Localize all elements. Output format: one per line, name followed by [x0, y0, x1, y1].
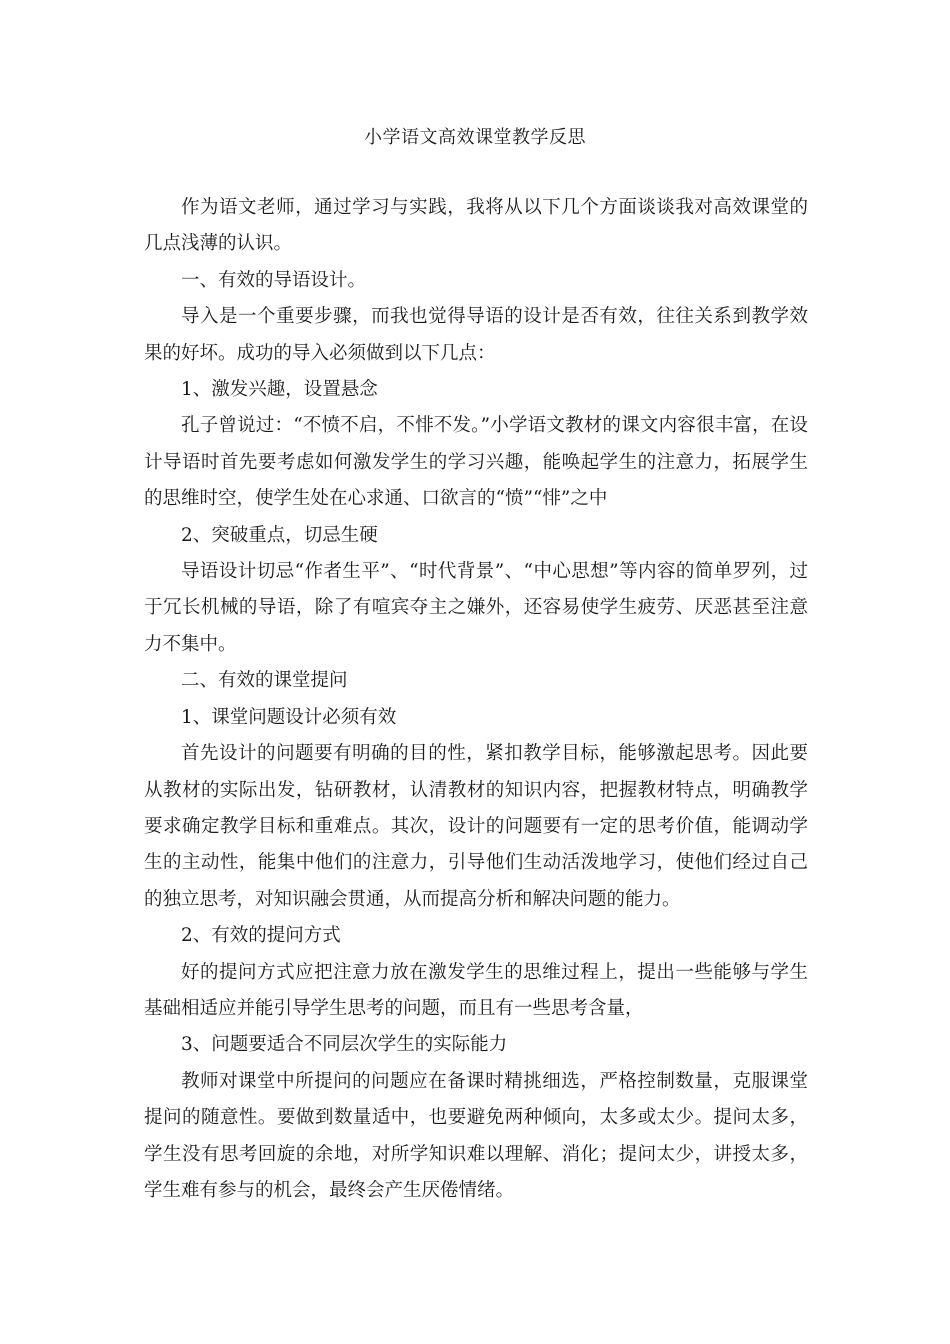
heading-section-2: 二、有效的课堂提问 — [181, 670, 348, 692]
paragraph-1-1: 孔子曾说过：“不愤不启，不悱不发。”小学语文教材的课文内容很丰富，在设计导语时首先要考虑如何激发学生的学习兴趣，能唤起学生的注意力，拓展学生的思维时空，使学生处在心求通、口欲言的“愤”“悱”之中 — [144, 415, 808, 510]
subheading-2-3: 3、问题要适合不同层次学生的实际能力 — [181, 1034, 508, 1056]
document-body — [144, 190, 808, 1209]
subheading-1-1: 1、激发兴趣，设置悬念 — [181, 379, 378, 401]
paragraph-2-3: 教师对课堂中所提问的问题应在备课时精挑细选，严格控制数量，克服课堂提问的随意性。要做到数量适中，也要避免两种倾向，太多或太少。提问太多，学生没有思考回旋的余地，对所学知识难以理解、消化；提问太少，讲授太多，学生难有参与的机会，最终会产生厌倦情绪。 — [144, 1070, 808, 1201]
subheading-2-2: 2、有效的提问方式 — [181, 925, 341, 947]
document-title: 小学语文高效课堂教学反思 — [364, 127, 586, 148]
paragraph-section-1-intro: 导入是一个重要步骤，而我也觉得导语的设计是否有效，往往关系到教学效果的好坏。成功的导入必须做到以下几点： — [144, 306, 808, 364]
paragraph-2-2: 好的提问方式应把注意力放在激发学生的思维过程上，提出一些能够与学生基础相适应并能引导学生思考的问题，而且有一些思考含量， — [144, 961, 808, 1019]
paragraph-2-1: 首先设计的问题要有明确的目的性，紧扣教学目标，能够激起思考。因此要从教材的实际出发，钻研教材，认清教材的知识内容，把握教材特点，明确教学要求确定教学目标和重难点。其次，设计的问题要有一定的思考价值，能调动学生的主动性，能集中他们的注意力，引导他们生动活泼地学习，使他们经过自己的独立思考，对知识融会贯通，从而提高分析和解决问题的能力。 — [144, 743, 808, 910]
paragraph-intro: 作为语文老师，通过学习与实践，我将从以下几个方面谈谈我对高效课堂的几点浅薄的认识。 — [144, 197, 808, 255]
heading-section-1: 一、有效的导语设计。 — [181, 269, 367, 291]
subheading-1-2: 2、突破重点，切忌生硬 — [181, 524, 378, 546]
paragraph-1-2: 导语设计切忌“作者生平”、“时代背景”、“中心思想”等内容的简单罗列，过于冗长机械的导语，除了有喧宾夺主之嫌外，还容易使学生疲劳、厌恶甚至注意力不集中。 — [144, 561, 808, 655]
subheading-2-1: 1、课堂问题设计必须有效 — [181, 706, 397, 728]
